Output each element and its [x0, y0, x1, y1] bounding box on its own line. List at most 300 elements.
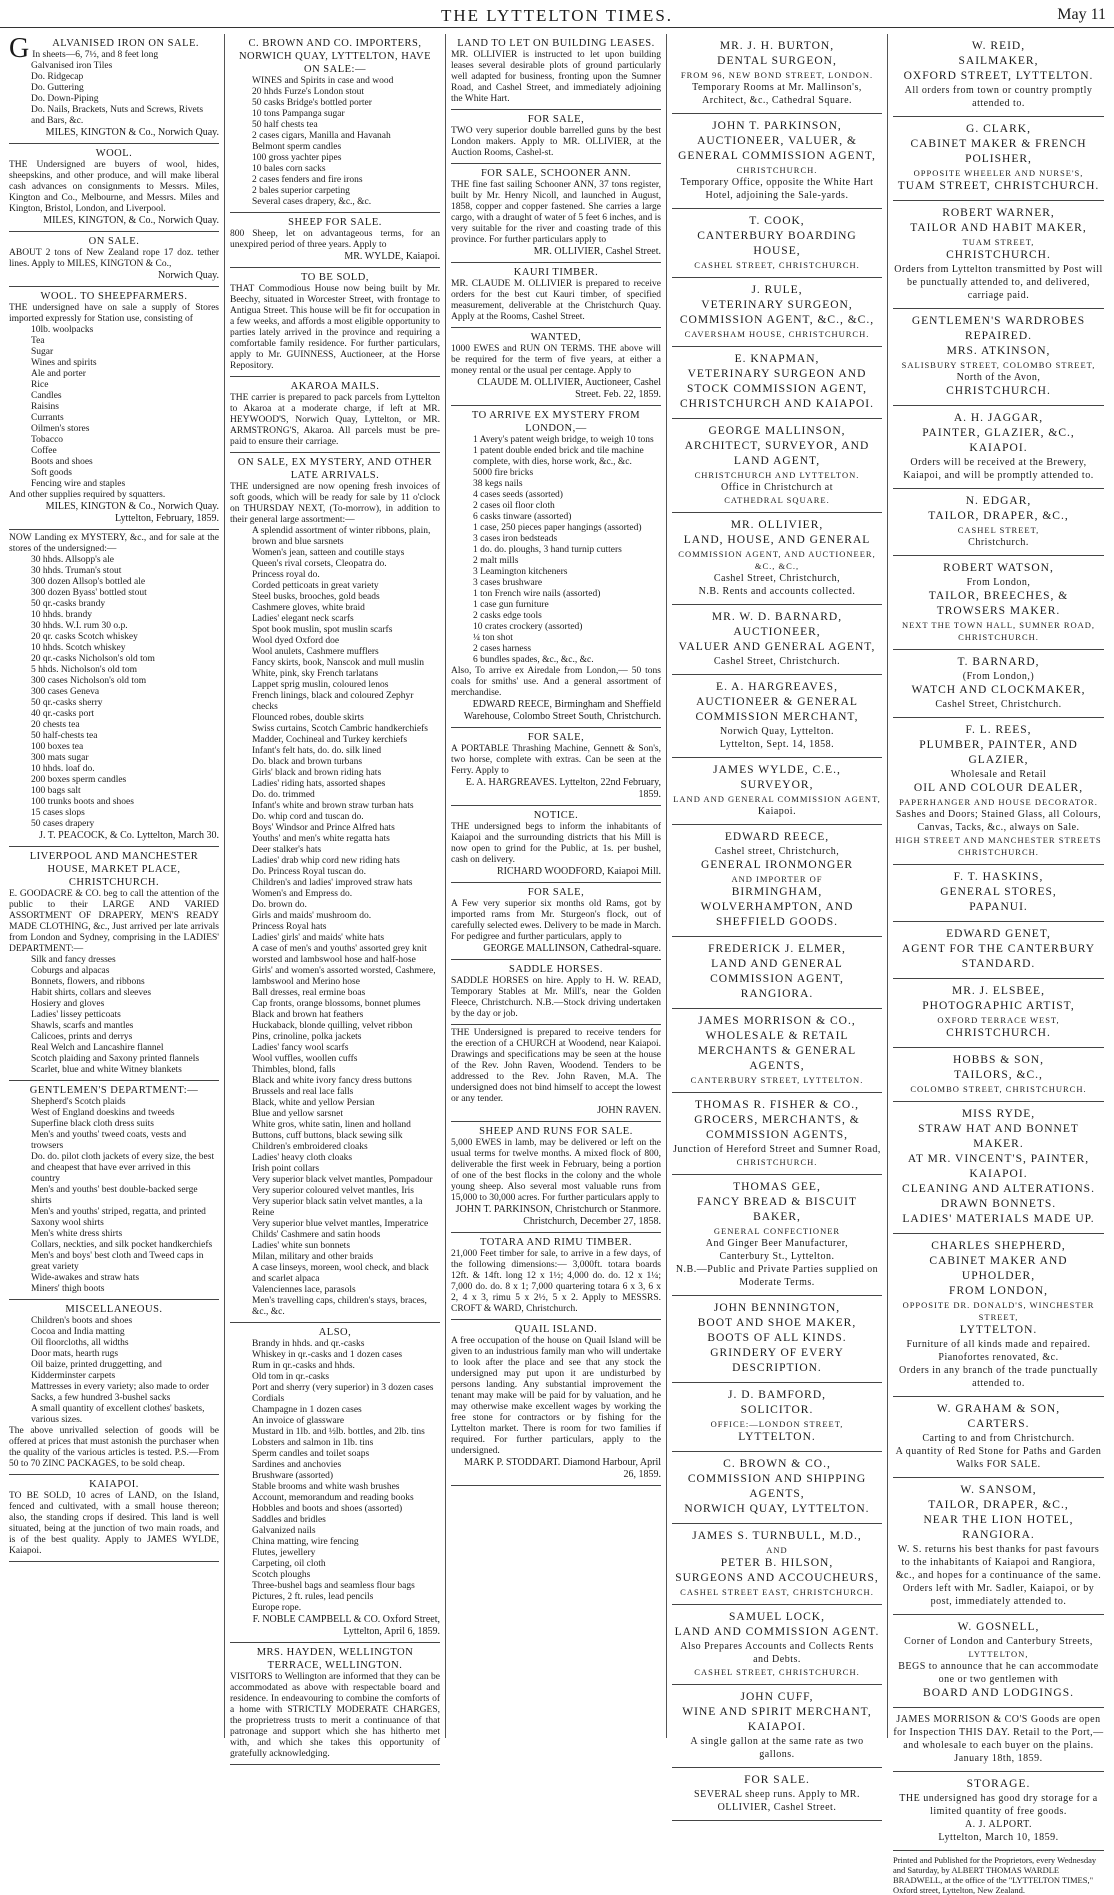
list-item: 6 bundles spades, &c., &c., &c. — [473, 655, 594, 665]
card-name-line: E. A. HARGREAVES, — [716, 681, 838, 693]
card-text: THE undersigned has good dry storage for a limited quantity of free goods. — [899, 1793, 1098, 1817]
list-item: 2 malt mills — [473, 556, 519, 566]
card-text: N.B.—Public and Private Parties supplied on Moderate Terms. — [675, 1264, 879, 1288]
card-name-line: LADIES' MATERIALS MADE UP. — [902, 1213, 1095, 1225]
list-item: 2 casks edge tools — [473, 611, 542, 621]
item-list — [230, 526, 440, 1318]
column-1 — [4, 34, 225, 1738]
business-card — [672, 1605, 882, 1685]
card-name-line: PHOTOGRAPHIC ARTIST, — [922, 1000, 1075, 1012]
list-item: Ladies' fancy wool scarfs — [252, 1043, 349, 1053]
list-item: Men's and youths' striped, regatta, and printed Saxony wool shirts — [31, 1207, 206, 1228]
card-small-caps: CHRISTCHURCH AND LYTTELTON. — [694, 470, 860, 480]
ad-heading: AKAROA MAILS. — [290, 381, 380, 392]
item-list — [9, 955, 219, 1076]
advertisement — [9, 1475, 219, 1562]
card-small-caps: COMMISSION AGENT, AND AUCTIONEER, &C., &C., — [678, 549, 876, 571]
ad-heading: SHEEP FOR SALE. — [288, 217, 382, 228]
ad-heading: NOTICE. — [533, 810, 579, 821]
card-name-line: SURGEONS AND ACCOUCHEURS, — [675, 1572, 879, 1584]
card-small-caps: CANTERBURY STREET, LYTTELTON. — [690, 1075, 864, 1085]
list-item: Cocoa and India matting — [31, 1327, 125, 1337]
list-item: Bonnets, flowers, and ribbons — [31, 977, 145, 987]
ad-signature: EDWARD REECE, Birmingham and Sheffield Warehouse, Colombo Street South, Christchurch. — [463, 699, 661, 722]
advertisement — [230, 1323, 440, 1643]
card-text: SEVERAL sheep runs. Apply to MR. OLLIVIER, Cashel Street. — [694, 1789, 860, 1813]
list-item: 30 hhds. Allsopp's ale — [31, 555, 114, 565]
card-name-line: VETERINARY SURGEON AND STOCK COMMISSION AGENT, — [686, 368, 868, 395]
list-item: 1 ton French wire nails (assorted) — [473, 589, 601, 599]
business-card — [672, 1296, 882, 1383]
card-name-line: THOMAS R. FISHER & CO., — [695, 1099, 859, 1111]
business-card — [672, 209, 882, 278]
list-item: Oil floorcloths, all widths — [31, 1338, 129, 1348]
advertisement — [451, 960, 661, 1025]
ad-heading: TO BE SOLD, — [300, 272, 370, 283]
list-item: 3 cases brushware — [473, 578, 543, 588]
card-name-line: N. EDGAR, — [965, 495, 1032, 507]
card-name-line: MR. OLLIVIER, — [730, 519, 824, 531]
list-item: Cashmere gloves, white braid — [252, 603, 365, 613]
list-item: ¼ ton shot — [473, 633, 513, 643]
advertisement — [451, 728, 661, 806]
list-item: Several cases drapery, &c., &c. — [252, 197, 372, 207]
card-small-caps: COLOMBO STREET, CHRISTCHURCH. — [910, 1084, 1087, 1094]
business-card — [672, 1009, 882, 1093]
advertisement — [451, 263, 661, 328]
card-text: BEGS to announce that he can accommodate one or two gentlemen with — [898, 1661, 1099, 1685]
item-list — [9, 325, 219, 490]
list-item: Pictures, 2 ft. rules, lead pencils — [252, 1592, 374, 1602]
ad-heading: GENTLEMEN'S DEPARTMENT:— — [29, 1085, 199, 1096]
card-name-line: STRAW HAT AND BONNET MAKER. — [918, 1123, 1079, 1150]
item-list — [9, 50, 219, 127]
card-name-line: JOHN BENNINGTON, — [713, 1302, 841, 1314]
business-card — [672, 114, 882, 209]
list-item: Lappet sprig muslin, coloured lenos — [252, 680, 389, 690]
list-item: Rice — [31, 380, 49, 390]
ad-signature: J. T. PEACOCK, & Co. Lyttelton, March 30. — [39, 830, 219, 841]
card-name-line: STORAGE. — [966, 1778, 1031, 1790]
card-name-line: EDWARD GENET, — [946, 928, 1051, 940]
ad-heading: KAURI TIMBER. — [513, 267, 599, 278]
card-name-line: A. H. JAGGAR, — [953, 412, 1044, 424]
ad-body: A Few very superior six months old Rams, got by imported rams from Mr. Sturgeon's flock, out of carefully selected ewes. Delivery to be made in March. For pedigree and further particulars, apply to — [451, 899, 661, 942]
card-text: A. J. ALPORT. — [964, 1819, 1033, 1830]
list-item: Habit shirts, collars and sleeves — [31, 988, 152, 998]
list-item: Port and sherry (very superior) in 3 dozen cases — [252, 1383, 434, 1393]
card-text: (From London,) — [962, 671, 1035, 682]
item-list — [230, 76, 440, 208]
ad-heading: TOTARA AND RIMU TIMBER. — [479, 1237, 633, 1248]
card-name-line: CHRISTCHURCH. — [946, 385, 1051, 397]
list-item: 20 chests tea — [31, 720, 80, 730]
business-card — [672, 1685, 882, 1768]
card-text: Architect, &c., Cathedral Square. — [701, 95, 853, 106]
card-name-line: E. KNAPMAN, — [734, 353, 820, 365]
card-name-line: LAND, HOUSE, AND GENERAL — [683, 534, 871, 546]
ad-note: Also, To arrive ex Airedale from London,— 50 tons coals for smiths' use. And a general assortment of merchandise. — [451, 666, 661, 698]
list-item: 3 cases iron bedsteads — [473, 534, 558, 544]
card-name-line: NEAR THE LION HOTEL, RANGIORA. — [923, 1514, 1074, 1541]
ad-heading: ALVANISED IRON ON SALE. — [52, 38, 200, 49]
list-item: 30 hhds. Truman's stout — [31, 566, 122, 576]
business-card — [893, 556, 1104, 650]
ad-body: THE Undersigned are buyers of wool, hides, sheepskins, and other produce, and will make liberal cash advances on consignments to Messrs. Miles, Kington and Co., Melbourne, and Messrs. Miles and Kington, Bristol, London, and Liverpool. — [9, 160, 219, 214]
list-item: Childs' Cashmere and satin hoods — [252, 1230, 381, 1240]
card-text: Orders in any branch of the trade punctually attended to. — [899, 1365, 1098, 1389]
business-card — [893, 1708, 1104, 1772]
card-small-caps: HIGH STREET AND MANCHESTER STREETS CHRISTCHURCH. — [895, 835, 1102, 857]
card-name-line: SURVEYOR, — [740, 779, 814, 791]
advertisement — [9, 34, 219, 144]
card-name-line: W. GOSNELL, — [957, 1621, 1040, 1633]
list-item: Do. black and brown turbans — [252, 757, 363, 767]
list-item: 300 cases Nicholson's old tom — [31, 676, 147, 686]
list-item: A case linseys, moreen, wool check, and black and scarlet alpaca — [252, 1263, 429, 1284]
ad-signature: MARK P. STODDART. Diamond Harbour, April 26, 1859. — [464, 1457, 661, 1480]
list-item: Black, white and yellow Persian — [252, 1098, 375, 1108]
column-5 — [888, 34, 1109, 1895]
ad-heading: WOOL. TO SHEEPFARMERS. — [40, 291, 188, 302]
business-card — [893, 489, 1104, 556]
list-item: Do. do. trimmed — [252, 790, 315, 800]
advertisement — [451, 883, 661, 960]
list-item: Scotch plaiding and Saxony printed flannels — [31, 1054, 200, 1064]
list-item: Sperm candles and toilet soaps — [252, 1449, 370, 1459]
card-name-line: TAILOR, DRAPER, &C., — [928, 1499, 1069, 1511]
card-name-line: LAND AND COMMISSION AGENT. — [674, 1626, 880, 1638]
card-name-line: TAILOR, DRAPER, &C., — [928, 510, 1069, 522]
card-name-line: OXFORD STREET, LYTTELTON. — [903, 70, 1094, 82]
card-name-line: CHRISTCHURCH. — [946, 1027, 1051, 1039]
list-item: Ladies' lissey petticoats — [31, 1010, 121, 1020]
list-item: 10 hhds. loaf do. — [31, 764, 95, 774]
card-name-line: KAIAPOI. — [747, 1721, 807, 1733]
business-card — [672, 1452, 882, 1524]
ad-body: THAT Commodious House now being built by Mr. Beechy, situated in Worcester Street, with frontage to Antigua Street. This house will be fit for occupation in a few weeks, and affords a most eligible opportunity to parties lately arrived in the province and requiring a comfortable family residence. For further particulars, apply to Mr. GUINNESS, Auctioneer, at the Horse Repository. — [230, 284, 440, 371]
list-item: Door mats, hearth rugs — [31, 1349, 119, 1359]
list-item: Champagne in 1 dozen cases — [252, 1405, 362, 1415]
list-item: 20 qr.-casks Nicholson's old tom — [31, 654, 155, 664]
advertisement — [230, 1643, 440, 1765]
ad-signature: F. NOBLE CAMPBELL & CO. Oxford Street, Lyttelton, April 6, 1859. — [252, 1614, 440, 1637]
ad-body: MR. OLLIVIER is instructed to let upon building leases several desirable plots of ground particularly well adapted for business, fronting upon the Sumner Road, and Cashel Street, and immediately adjoining the White Hart. — [451, 50, 661, 104]
list-item: Women's and Empress do. — [252, 889, 353, 899]
card-text: Canterbury St., Lyttelton. — [719, 1251, 835, 1262]
list-item: Hosiery and gloves — [31, 999, 105, 1009]
card-name-line: AT MR. VINCENT'S, PAINTER, KAIAPOI. — [907, 1153, 1090, 1180]
card-name-line: TAILOR AND HABIT MAKER, — [910, 222, 1087, 234]
list-item: Whiskey in qr.-casks and 1 dozen cases — [252, 1350, 403, 1360]
list-item: 1 do. do. ploughs, 3 hand turnip cutters — [473, 545, 622, 555]
list-item: Girls' and women's assorted worsted, Cashmere, lambswool and Merino hose — [252, 966, 436, 987]
card-name-line: GRINDERY OF EVERY DESCRIPTION. — [710, 1347, 844, 1374]
business-card — [672, 675, 882, 758]
card-name-line: WATCH AND CLOCKMAKER, — [911, 684, 1086, 696]
ad-body: 800 Sheep, let on advantageous terms, for an unexpired period of three years. Apply to — [230, 229, 440, 250]
card-name-line: CARTERS. — [967, 1418, 1030, 1430]
list-item: Steel busks, brooches, gold beads — [252, 592, 380, 602]
list-item: Milan, military and other braids — [252, 1252, 374, 1262]
card-small-caps: FROM 96, NEW BOND STREET, LONDON. — [680, 70, 874, 80]
list-item: 100 boxes tea — [31, 742, 84, 752]
card-name-line: PETER B. HILSON, — [720, 1557, 834, 1569]
list-item: Do. whip cord and tuscan do. — [252, 812, 364, 822]
card-name-line: VETERINARY SURGEON, COMMISSION AGENT, &C., &C., — [679, 299, 875, 326]
list-item: Scarlet, blue and white Witney blankets — [31, 1065, 182, 1075]
list-item: Flutes, jewellery — [252, 1548, 316, 1558]
ad-signature: JOHN T. PARKINSON, Christchurch or Stanmore. Christchurch, December 27, 1858. — [455, 1204, 661, 1227]
card-name-line: CHRISTCHURCH. — [946, 249, 1051, 261]
list-item: Men's white dress shirts — [31, 1229, 123, 1239]
advertisement — [9, 232, 219, 287]
list-item: Tea — [31, 336, 45, 346]
list-item: Ladies' girls' and maids' white hats — [252, 933, 385, 943]
card-name-line: MR. W. D. BARNARD, — [711, 611, 843, 623]
business-card — [893, 1478, 1104, 1615]
ad-signature: GEORGE MALLINSON, Cathedral-square. — [483, 943, 661, 954]
column-4 — [667, 34, 888, 1813]
list-item: 1 case gun furniture — [473, 600, 549, 610]
ad-body: THE fine fast sailing Schooner ANN, 37 tons register, built by Mr. Henry Nicoll, and launched in August, 1858, copper and copper fastened. She carries a large cargo, with a draught of water of 5 feet 6 inches, and is very suitable for the river and coasting trade of this province. For further particulars apply to — [451, 180, 661, 245]
advertisement — [451, 406, 661, 728]
ad-body: THE Undersigned is prepared to receive tenders for the erection of a CHURCH at Woodend, near Kaiapoi. Drawings and specifications may be seen at the house of the Rev. John Raven, Woodend. Tenders to be addressed to the Rev. John Raven, M.A. The undersigned does not bind himself to accept the lowest or any tender. — [451, 1028, 661, 1104]
list-item: 30 hhds. W.I. rum 30 o.p. — [31, 621, 128, 631]
card-name-line: CABINET MAKER AND UPHOLDER, — [929, 1255, 1068, 1282]
ad-signature: MR. OLLIVIER, Cashel Street. — [533, 246, 661, 257]
card-text: Cashel street, Christchurch, — [714, 846, 840, 857]
ad-body: THE carrier is prepared to pack parcels from Lyttelton to Akaroa at a moderate charge, if left at MR. HEYWOOD'S, Norwich Quay, Lyttelton, or MR. ARMSTRONG'S, Akaroa. All parcels must be pre-paid to ensure their carriage. — [230, 393, 440, 447]
ad-body: MR. CLAUDE M. OLLIVIER is prepared to receive orders for the best cut Kauri timber, of specified measurement, deliverable at the Christchurch Quay. Apply at the Rooms, Cashel Street. — [451, 279, 661, 322]
list-item: Wines and spirits — [31, 358, 97, 368]
ad-heading: KAIAPOI. — [89, 1479, 139, 1490]
ad-body: 21,000 Feet timber for sale, to arrive in a few days, of the following dimensions:— 3,000ft. totara boards 12ft. & 14ft. long 12 x 1½; 4,000 do. do. 12 x 1¼; 7,000 do. do. 8 x 1; 7,000 quartering totara 6 x 3, 6 x 2, 4 x 3, rimu 5 x 2½, 5 x 2. Apply to MESSRS. CROFT & WARD, Christchurch. — [451, 1249, 661, 1314]
list-item: Ladies' riding hats, assorted shapes — [252, 779, 386, 789]
card-name-line: PAPANUI. — [969, 901, 1028, 913]
list-item: 2 cases harness — [473, 644, 532, 654]
list-item: Do. Down-Piping — [31, 94, 99, 104]
card-name-line: BIRMINGHAM, WOLVERHAMPTON, AND SHEFFIELD GOODS. — [700, 886, 854, 928]
ad-signature: MILES, KINGTON & Co., Norwich Quay. Lyttelton, February, 1859. — [45, 501, 219, 524]
ad-body: E. GOODACRE & CO. beg to call the attention of the public to their LARGE AND VARIED ASSORTMENT OF DRAPERY, MEN'S READY MADE CLOTHING, &c., Just arrived per late arrivals from London and Sydney, comprising in the LADIES' DEPARTMENT:— — [9, 889, 219, 954]
card-text: W. S. returns his best thanks for past favours to the inhabitants of Kaiapoi and Rangiora, &c., and hopes for a continuance of the same. Orders left with Mr. Sadler, Kaiapoi, or by post, immediately attended to. — [895, 1544, 1102, 1607]
business-card — [893, 865, 1104, 922]
ad-signature: MILES, KINGTON & Co., Norwich Quay. — [45, 127, 219, 138]
list-item: 50 casks Bridge's bottled porter — [252, 98, 372, 108]
list-item: 6 casks tinware (assorted) — [473, 512, 572, 522]
list-item: 300 dozen Allsop's bottled ale — [31, 577, 146, 587]
list-item: 300 dozen Byass' bottled stout — [31, 588, 147, 598]
card-text: Carting to and from Christchurch. — [922, 1433, 1075, 1444]
advertisement — [230, 377, 440, 453]
business-card — [672, 1524, 882, 1605]
list-item: Valenciennes lace, parasols — [252, 1285, 356, 1295]
ad-heading: LAND TO LET ON BUILDING LEASES. — [457, 38, 655, 49]
list-item: Sacks, a few hundred 3-bushel sacks — [31, 1393, 171, 1403]
list-item: Cordials — [252, 1394, 285, 1404]
card-text: A single gallon at the same rate as two gallons. — [690, 1736, 864, 1760]
list-item: Wool dyed Oxford doe — [252, 636, 340, 646]
ad-body: 1000 EWES and RUN ON TERMS. THE above will be required for the term of five years, at either a money rental or the usual per centage. Apply to — [451, 344, 661, 376]
advertisement — [9, 530, 219, 847]
card-small-caps: PAPERHANGER AND HOUSE DECORATOR. — [899, 797, 1098, 807]
card-small-caps: CATHEDRAL SQUARE. — [724, 495, 830, 505]
advertisement — [451, 1122, 661, 1233]
card-name-line: JAMES MORRISON & CO., — [698, 1015, 856, 1027]
ad-body: 5,000 EWES in lamb, may be delivered or left on the usual terms for twelve months. A mixed flock of 800, deliverable the first week in February, being a portion of one of the best flocks in the colony and the whole young sheep. Also several most valuable runs from 15,000 to 30,000 acres. For further particulars apply to — [451, 1138, 661, 1203]
list-item: Ball dresses, real ermine boas — [252, 988, 366, 998]
list-item: 50 half-chests tea — [31, 731, 98, 741]
card-name-line: SAILMAKER, — [958, 55, 1039, 67]
ad-body: TWO very superior double barrelled guns by the best London makers. Apply to MR. OLLIVIER, at the Auction Rooms, Cashel-st. — [451, 126, 661, 158]
list-item: Very superior black velvet mantles, Pompadour — [252, 1175, 433, 1185]
card-text: Norwich Quay, Lyttelton. — [719, 726, 835, 737]
list-item: 40 qr.-casks port — [31, 709, 95, 719]
list-item: 20 hhds Furze's London stout — [252, 87, 365, 97]
business-card — [893, 1615, 1104, 1708]
card-name-line: AGENT FOR THE CANTERBURY STANDARD. — [901, 943, 1096, 970]
card-small-caps: NEXT THE TOWN HALL, SUMNER ROAD, CHRISTCHURCH. — [901, 620, 1096, 642]
list-item: Oilmen's stores — [31, 424, 90, 434]
card-name-line: GENERAL IRONMONGER — [700, 859, 854, 871]
card-name-line: GEORGE MALLINSON, — [708, 425, 846, 437]
list-item: French linings, black and coloured Zephyr checks — [252, 691, 414, 712]
list-item: Carpeting, oil cloth — [252, 1559, 326, 1569]
list-item: 10 hhds. Scotch whiskey — [31, 643, 126, 653]
list-item: Belmont sperm candles — [252, 142, 342, 152]
business-card — [893, 922, 1104, 979]
ad-signature: JOHN RAVEN. — [597, 1105, 661, 1116]
publisher-imprint: Printed and Published for the Proprietors, every Wednesday and Saturday, by ALBERT THOMAS WARDLE BRADWELL, at the office of the "LYTTELTON TIMES," Oxford street, Lyttelton, New Zealand. — [893, 1855, 1097, 1895]
list-item: A case of men's and youths' assorted grey knit worsted and lambswool hose and half-hose — [252, 944, 427, 965]
ad-signature: Norwich Quay. — [157, 270, 219, 281]
list-item: Black and brown hat feathers — [252, 1010, 364, 1020]
list-item: Coffee — [31, 446, 57, 456]
card-text: Lyttelton, March 10, 1859. — [938, 1832, 1059, 1843]
list-item: 10 hhds. brandy — [31, 610, 92, 620]
list-item: Lobsters and salmon in 1lb. tins — [252, 1438, 374, 1448]
list-item: Old tom in qr.-casks — [252, 1372, 330, 1382]
ad-signature: RICHARD WOODFORD, Kaiapoi Mill. — [497, 866, 661, 877]
card-text: Sashes and Doors; Stained Glass, all Colours, Canvas, Tacks, &c., always on Sale. — [895, 809, 1102, 833]
card-name-line: FREDERICK J. ELMER, — [708, 943, 846, 955]
columns — [4, 33, 1110, 1895]
drop-cap: G — [9, 33, 30, 64]
list-item: Girls and maids' mushroom do. — [252, 911, 372, 921]
card-name-line: ARCHITECT, SURVEYOR, AND LAND AGENT, — [684, 440, 870, 467]
card-text: Kaiapoi. — [757, 806, 797, 817]
card-name-line: FOR SALE. — [744, 1774, 810, 1786]
card-name-line: JOHN CUFF, — [740, 1691, 814, 1703]
business-card — [672, 825, 882, 937]
list-item: 300 mats sugar — [31, 753, 89, 763]
card-name-line: PAINTER, GLAZIER, &C., — [922, 427, 1075, 439]
ad-heading: FOR SALE, — [527, 732, 585, 743]
list-item: WINES and Spirits in case and wood — [252, 76, 394, 86]
ad-body: THE undersigned are now opening fresh invoices of soft goods, which will be ready for sale by 11 o'clock on THURSDAY NEXT, (To-morrow), in addition to their general large assortment:— — [230, 482, 440, 525]
ad-note: And other supplies required by squatters. — [9, 490, 166, 500]
ad-body: A free occupation of the house on Quail Island will be given to an industrious family man who will undertake to look after the place and see that any stock the undersigned may put upon it are undisturbed by persons landing. Any substantial improvement the tenant may make will be paid for by valuation, and he may otherwise make excellent wages by working the free stone for contractors or by fishing for the Lyttelton market. There is room for two families if required. For further particulars, apply to the undersigned. — [451, 1336, 661, 1456]
advertisement — [451, 34, 661, 110]
list-item: Sardines and anchovies — [252, 1460, 342, 1470]
card-name-line: J. RULE, — [751, 284, 803, 296]
card-text: Furniture of all kinds made and repaired. — [906, 1339, 1091, 1350]
card-name-line: MR. J. ELSBEE, — [952, 985, 1045, 997]
card-name-line: JAMES WYLDE, C.E., — [713, 764, 841, 776]
card-text: January 18th, 1859. — [954, 1753, 1043, 1764]
list-item: Collars, neckties, and silk pocket handkerchiefs — [31, 1240, 213, 1250]
ad-body: NOW Landing ex MYSTERY, &c., and for sale at the stores of the undersigned:— — [9, 533, 219, 554]
list-item: Galvanized nails — [252, 1526, 316, 1536]
list-item: Swiss curtains, Scotch Cambric handkerchiefs — [252, 724, 428, 734]
list-item: Do. Ridgecap — [31, 72, 84, 82]
card-name-line: TUAM STREET, CHRISTCHURCH. — [897, 180, 1100, 192]
card-name-line: PLUMBER, PAINTER, AND GLAZIER, — [919, 739, 1078, 766]
list-item: Soft goods — [31, 468, 72, 478]
card-name-line: SOLICITOR. — [740, 1404, 814, 1416]
ad-body: A PORTABLE Thrashing Machine, Gennett & Son's, two horse, complete with extras. Can be seen at the Ferry. Apply to — [451, 744, 661, 776]
list-item: Spot book muslin, spot muslin scarfs — [252, 625, 393, 635]
list-item: Ladies' elegant neck scarfs — [252, 614, 354, 624]
ad-heading: MISCELLANEOUS. — [65, 1304, 163, 1315]
list-item: White gros, white satin, linen and holland — [252, 1120, 411, 1130]
masthead — [0, 0, 1114, 28]
card-name-line: KAIAPOI. — [969, 442, 1028, 454]
business-card — [893, 650, 1104, 718]
list-item: Infant's white and brown straw turban hats — [252, 801, 414, 811]
list-item: 10 bales corn sacks — [252, 164, 326, 174]
list-item: 10 crates crockery (assorted) — [473, 622, 583, 632]
list-item: Girls' black and brown riding hats — [252, 768, 382, 778]
list-item: Youths' and men's white regatta hats — [252, 834, 390, 844]
card-name-line: GENTLEMEN'S WARDROBES REPAIRED. — [911, 315, 1086, 342]
card-name-line: JAMES S. TURNBULL, M.D., — [692, 1530, 862, 1542]
list-item: Blue and yellow sarsnet — [252, 1109, 344, 1119]
list-item: Account, memorandum and reading books — [252, 1493, 414, 1503]
list-item: Children's boots and shoes — [31, 1316, 133, 1326]
card-text: A quantity of Red Stone for Paths and Garden Walks FOR SALE. — [895, 1446, 1102, 1470]
advertisement — [9, 144, 219, 232]
business-card — [893, 406, 1104, 489]
list-item: 4 cases seeds (assorted) — [473, 490, 563, 500]
list-item: Galvanised iron Tiles — [31, 61, 113, 71]
list-item: Princess royal do. — [252, 570, 320, 580]
list-item: Raisins — [31, 402, 59, 412]
card-text: Office in Christchurch at — [720, 482, 833, 493]
card-text: N.B. Rents and accounts collected. — [698, 586, 856, 597]
list-item: Silk and fancy dresses — [31, 955, 116, 965]
business-card — [893, 117, 1104, 201]
card-small-caps: OPPOSITE WHEELER AND NURSE'S, — [913, 168, 1084, 178]
item-list — [230, 1339, 440, 1614]
card-name-line: C. BROWN & CO., — [723, 1458, 831, 1470]
list-item: 50 half chests tea — [252, 120, 318, 130]
list-item: Thimbles, blond, falls — [252, 1065, 336, 1075]
list-item: Ladies' drab whip cord new riding hats — [252, 856, 400, 866]
list-item: A splendid assortment of winter ribbons, plain, brown and blue sarsnets — [252, 526, 431, 547]
list-item: Corded petticoats in great variety — [252, 581, 379, 591]
card-text: JAMES MORRISON & CO'S Goods are open for Inspection THIS DAY. Retail to the Port,—and wholesale to each buyer on the plains. — [893, 1714, 1104, 1751]
list-item: Boots and shoes — [31, 457, 93, 467]
card-small-caps: OPPOSITE DR. DONALD'S, WINCHESTER STREET, — [902, 1300, 1095, 1322]
card-name-line: LAND AND GENERAL COMMISSION AGENT, — [710, 958, 844, 985]
list-item: Very superior coloured velvet mantles, Iris — [252, 1186, 414, 1196]
list-item: 1 Avery's patent weigh bridge, to weigh 10 tons — [473, 435, 654, 445]
card-name-line: CANTERBURY BOARDING HOUSE, — [697, 230, 857, 257]
ad-heading: MRS. HAYDEN, WELLINGTON TERRACE, WELLINGTON. — [256, 1647, 414, 1671]
business-card — [672, 1768, 882, 1821]
